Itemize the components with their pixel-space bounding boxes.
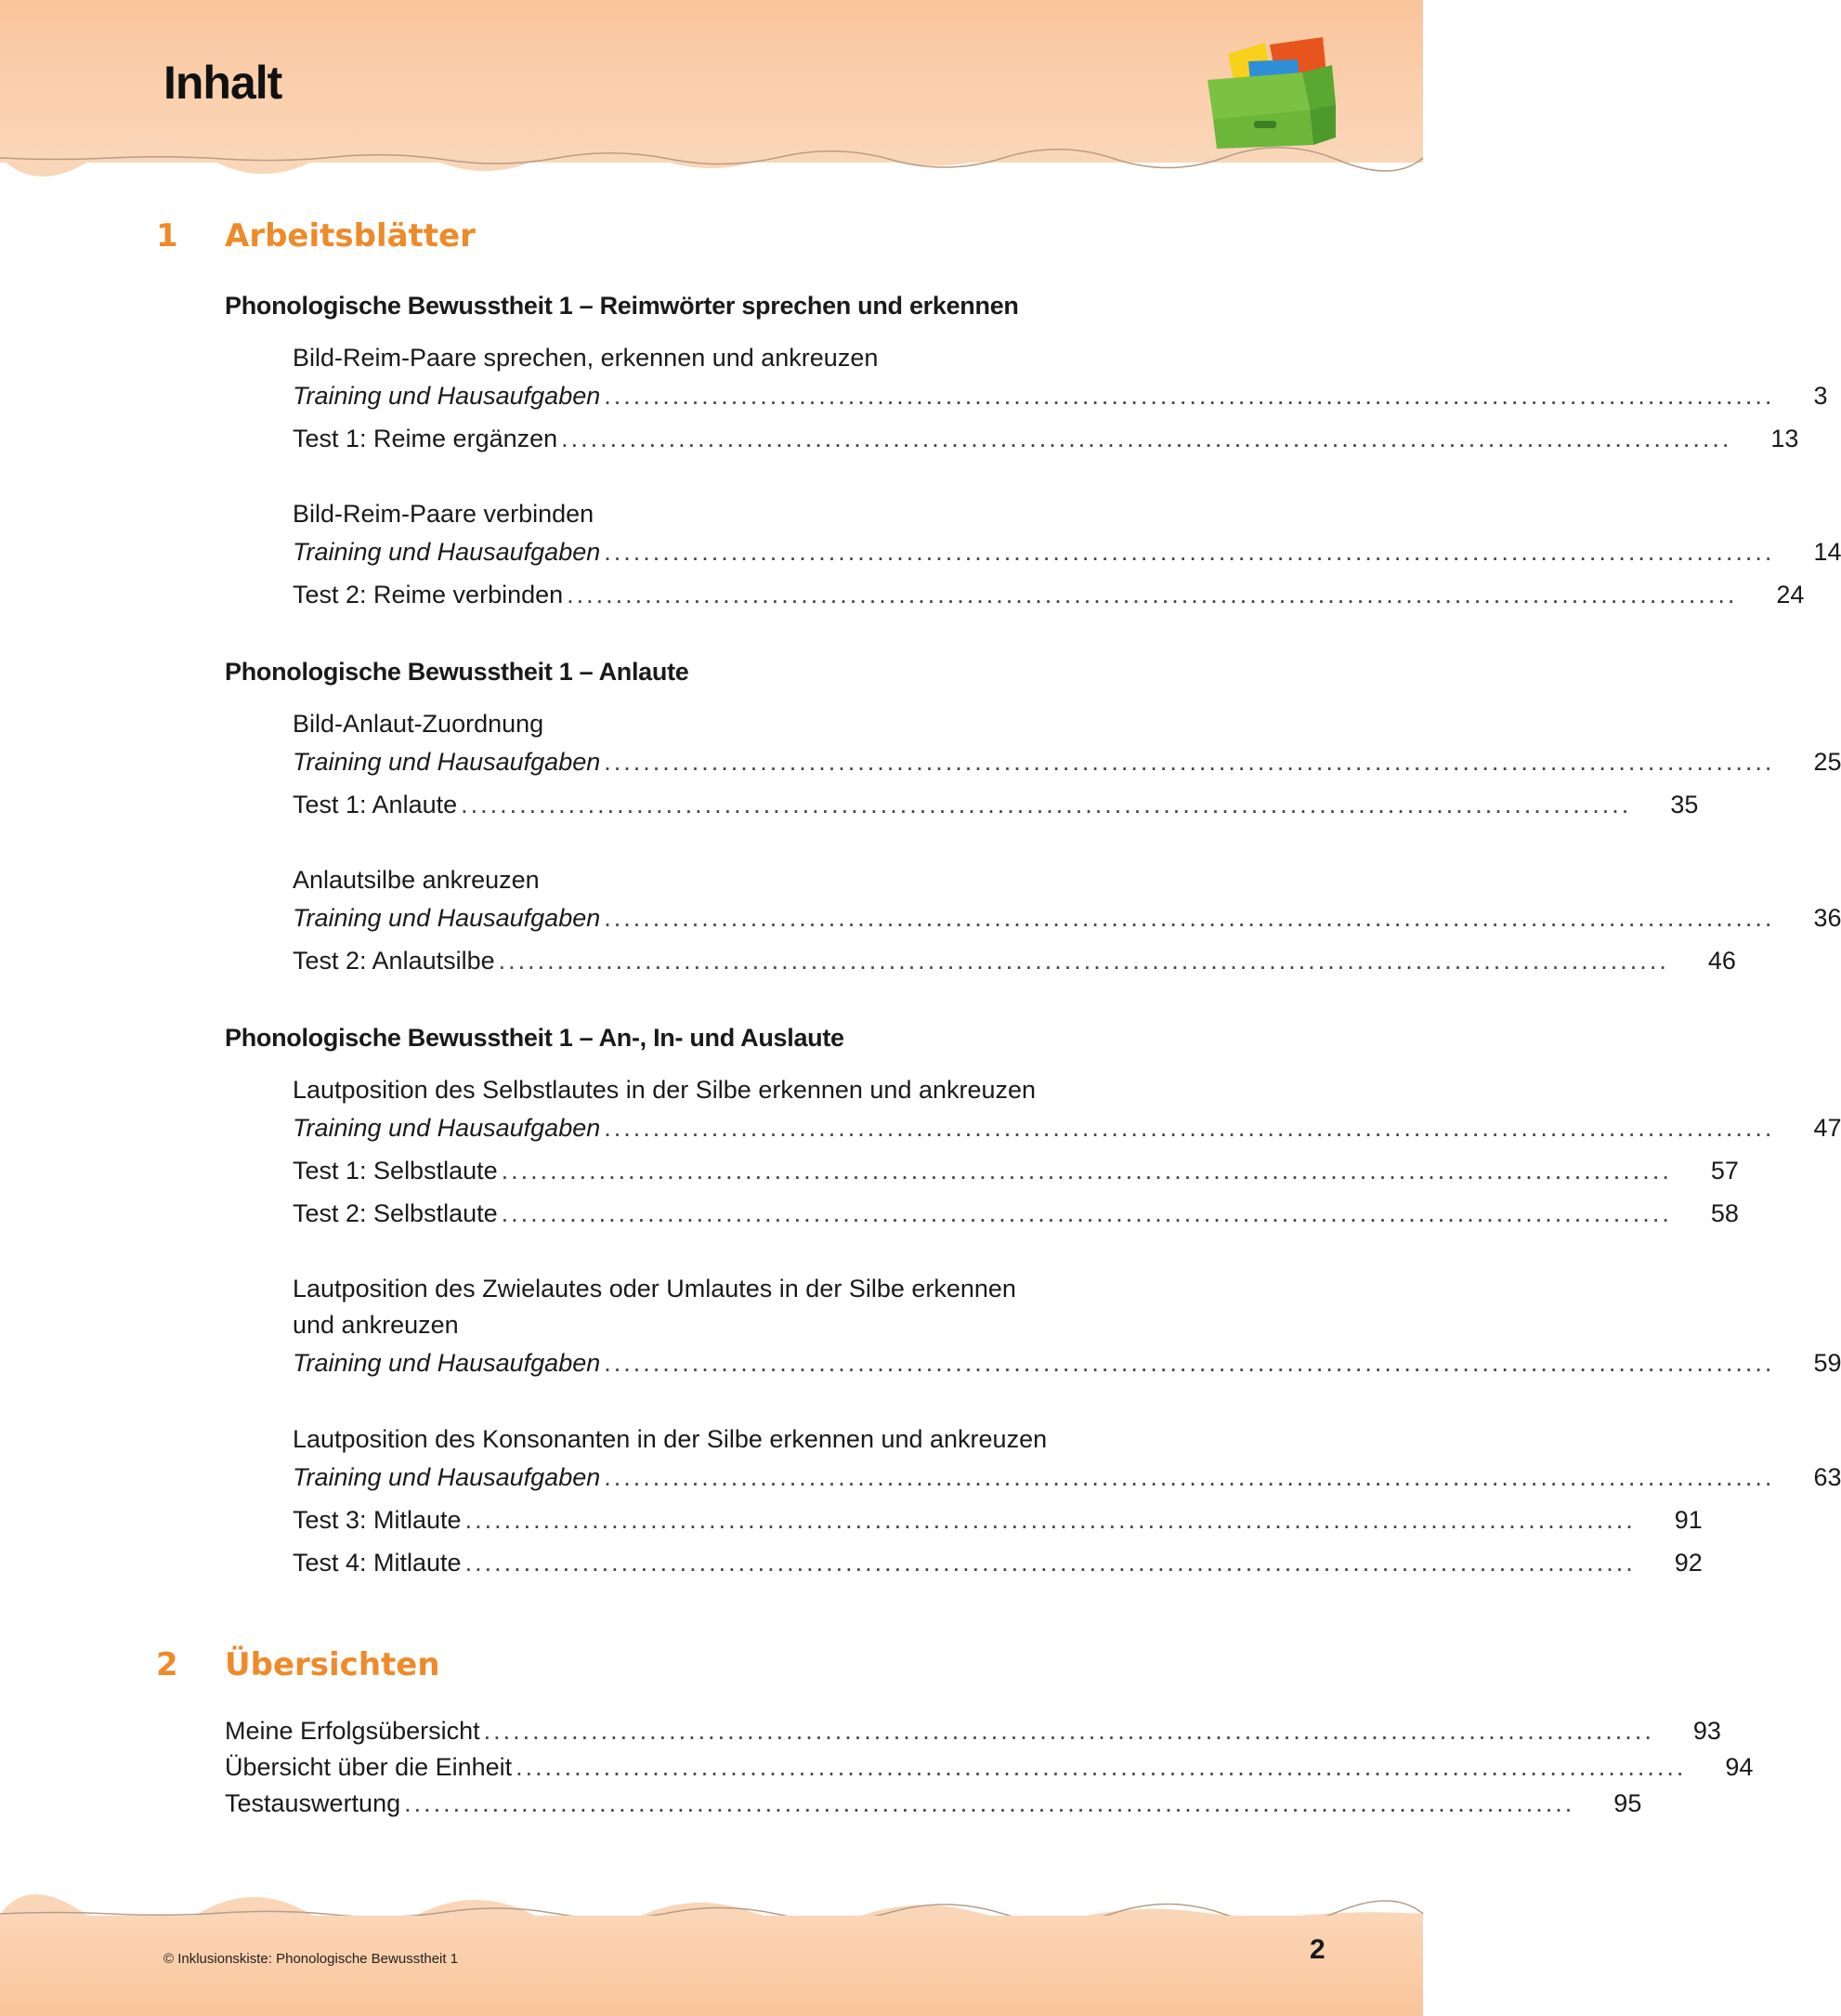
leader-dots: ........................................................................................................................: [604, 1349, 1775, 1377]
entry-label: Test 4: Mitlaute: [293, 1549, 462, 1577]
toc-entry[interactable]: [293, 904, 1841, 937]
entry-page: 47: [1813, 1114, 1841, 1142]
toc-entry[interactable]: [293, 748, 1841, 781]
entry-label: Testauswertung: [225, 1789, 401, 1817]
leader-dots: ........................................................................................................................: [604, 1463, 1775, 1491]
toc-entry[interactable]: [293, 791, 1699, 824]
toc-entry[interactable]: [225, 1717, 1721, 1750]
entry-label: Test 2: Anlautsilbe: [293, 947, 495, 975]
green-box-with-colored-cards-icon: [1200, 35, 1339, 151]
entry-label: Training und Hausaufgaben: [293, 538, 601, 566]
entry-page: 25: [1813, 748, 1841, 776]
leader-dots: ........................................................................................................................: [604, 1114, 1775, 1142]
toc-entry[interactable]: [293, 947, 1736, 980]
section-number: 1: [156, 217, 178, 255]
toc-entry[interactable]: [293, 425, 1799, 458]
entry-label: Training und Hausaufgaben: [293, 904, 601, 932]
subheading-line: Lautposition des Zwielautes oder Umlautes in der Silbe erkennen: [293, 1275, 1016, 1303]
entry-label: Training und Hausaufgaben: [293, 1463, 601, 1491]
entry-label: Übersicht über die Einheit: [225, 1753, 513, 1781]
toc-entry[interactable]: [293, 538, 1841, 571]
subheading: Anlautsilbe ankreuzen: [293, 866, 540, 894]
entry-label: Training und Hausaufgaben: [293, 748, 601, 776]
subheading: Lautposition des Konsonanten in der Silbe erkennen und ankreuzen: [293, 1425, 1048, 1453]
entry-page: 13: [1770, 425, 1799, 452]
subheading: Bild-Reim-Paare sprechen, erkennen und ankreuzen: [293, 344, 879, 372]
toc-entry[interactable]: [225, 1753, 1754, 1787]
subheading: [293, 1271, 1129, 1343]
entry-label: Training und Hausaufgaben: [293, 1114, 601, 1142]
entry-page: 93: [1692, 1717, 1721, 1745]
leader-dots: ........................................................................................................................: [464, 1506, 1636, 1534]
leader-dots: ........................................................................................................................: [516, 1753, 1687, 1781]
toc-entry[interactable]: [293, 1114, 1841, 1147]
leader-dots: ........................................................................................................................: [501, 1199, 1672, 1227]
entry-page: 14: [1813, 538, 1841, 566]
header-torn-edge: [0, 149, 1423, 167]
leader-dots: ........................................................................................................................: [604, 904, 1775, 932]
section-number: 2: [156, 1646, 178, 1683]
toc-entry[interactable]: [293, 1549, 1703, 1582]
leader-dots: ........................................................................................................................: [561, 425, 1732, 452]
leader-dots: ........................................................................................................................: [498, 947, 1669, 975]
subheading: Lautposition des Selbstlautes in der Silbe erkennen und ankreuzen: [293, 1076, 1037, 1104]
entry-page: 63: [1813, 1463, 1841, 1491]
leader-dots: ........................................................................................................................: [404, 1789, 1575, 1817]
group-heading: Phonologische Bewusstheit 1 – An-, In- und Auslaute: [225, 1024, 844, 1052]
entry-page: 94: [1725, 1753, 1754, 1781]
entry-page: 24: [1776, 581, 1805, 609]
entry-label: Meine Erfolgsübersicht: [225, 1717, 480, 1745]
entry-label: Training und Hausaufgaben: [293, 1349, 601, 1377]
group-heading: Phonologische Bewusstheit 1 – Anlaute: [225, 658, 689, 686]
entry-page: 58: [1710, 1199, 1739, 1227]
entry-page: 91: [1674, 1506, 1703, 1534]
toc-entry[interactable]: [225, 1789, 1642, 1823]
section-heading-1: [156, 217, 476, 255]
leader-dots: ........................................................................................................................: [461, 791, 1632, 818]
entry-page: 59: [1813, 1349, 1841, 1377]
toc-entry[interactable]: [293, 1463, 1841, 1497]
toc-entry[interactable]: [293, 1506, 1703, 1539]
leader-dots: ........................................................................................................................: [604, 382, 1775, 410]
subheading-line: und ankreuzen: [293, 1311, 459, 1339]
entry-page: 57: [1710, 1157, 1739, 1185]
entry-label: Test 1: Reime ergänzen: [293, 425, 558, 452]
entry-label: Test 2: Selbstlaute: [293, 1199, 498, 1227]
page-title: Inhalt: [163, 57, 282, 109]
entry-label: Test 1: Selbstlaute: [293, 1157, 498, 1185]
entry-label: Test 1: Anlaute: [293, 791, 458, 818]
entry-label: Test 2: Reime verbinden: [293, 581, 564, 609]
page-number: 2: [1310, 1934, 1325, 1965]
entry-label: Test 3: Mitlaute: [293, 1506, 462, 1534]
copyright-text: © Inklusionskiste: Phonologische Bewusstheit 1: [163, 1951, 459, 1967]
subheading: Bild-Reim-Paare verbinden: [293, 500, 594, 528]
leader-dots: ........................................................................................................................: [501, 1157, 1672, 1185]
leader-dots: ........................................................................................................................: [567, 581, 1738, 609]
toc-entry[interactable]: [293, 382, 1828, 415]
entry-page: 35: [1670, 791, 1699, 818]
entry-page: 95: [1613, 1789, 1642, 1817]
entry-page: 3: [1813, 382, 1828, 410]
toc-entry[interactable]: [293, 1199, 1739, 1233]
section-title: Übersichten: [225, 1646, 440, 1683]
leader-dots: ........................................................................................................................: [604, 538, 1775, 566]
entry-page: 46: [1707, 947, 1736, 975]
leader-dots: ........................................................................................................................: [483, 1717, 1654, 1745]
section-title: Arbeitsblätter: [225, 217, 476, 255]
leader-dots: ........................................................................................................................: [604, 748, 1775, 776]
leader-dots: ........................................................................................................................: [464, 1549, 1636, 1577]
section-heading-2: [156, 1646, 440, 1683]
entry-page: 36: [1813, 904, 1841, 932]
group-heading: Phonologische Bewusstheit 1 – Reimwörter sprechen und erkennen: [225, 292, 1019, 320]
toc-entry[interactable]: [293, 581, 1805, 614]
entry-page: 92: [1674, 1549, 1703, 1577]
subheading: Bild-Anlaut-Zuordnung: [293, 710, 544, 738]
toc-entry[interactable]: [293, 1349, 1841, 1382]
entry-label: Training und Hausaufgaben: [293, 382, 601, 410]
toc-entry[interactable]: [293, 1157, 1739, 1190]
